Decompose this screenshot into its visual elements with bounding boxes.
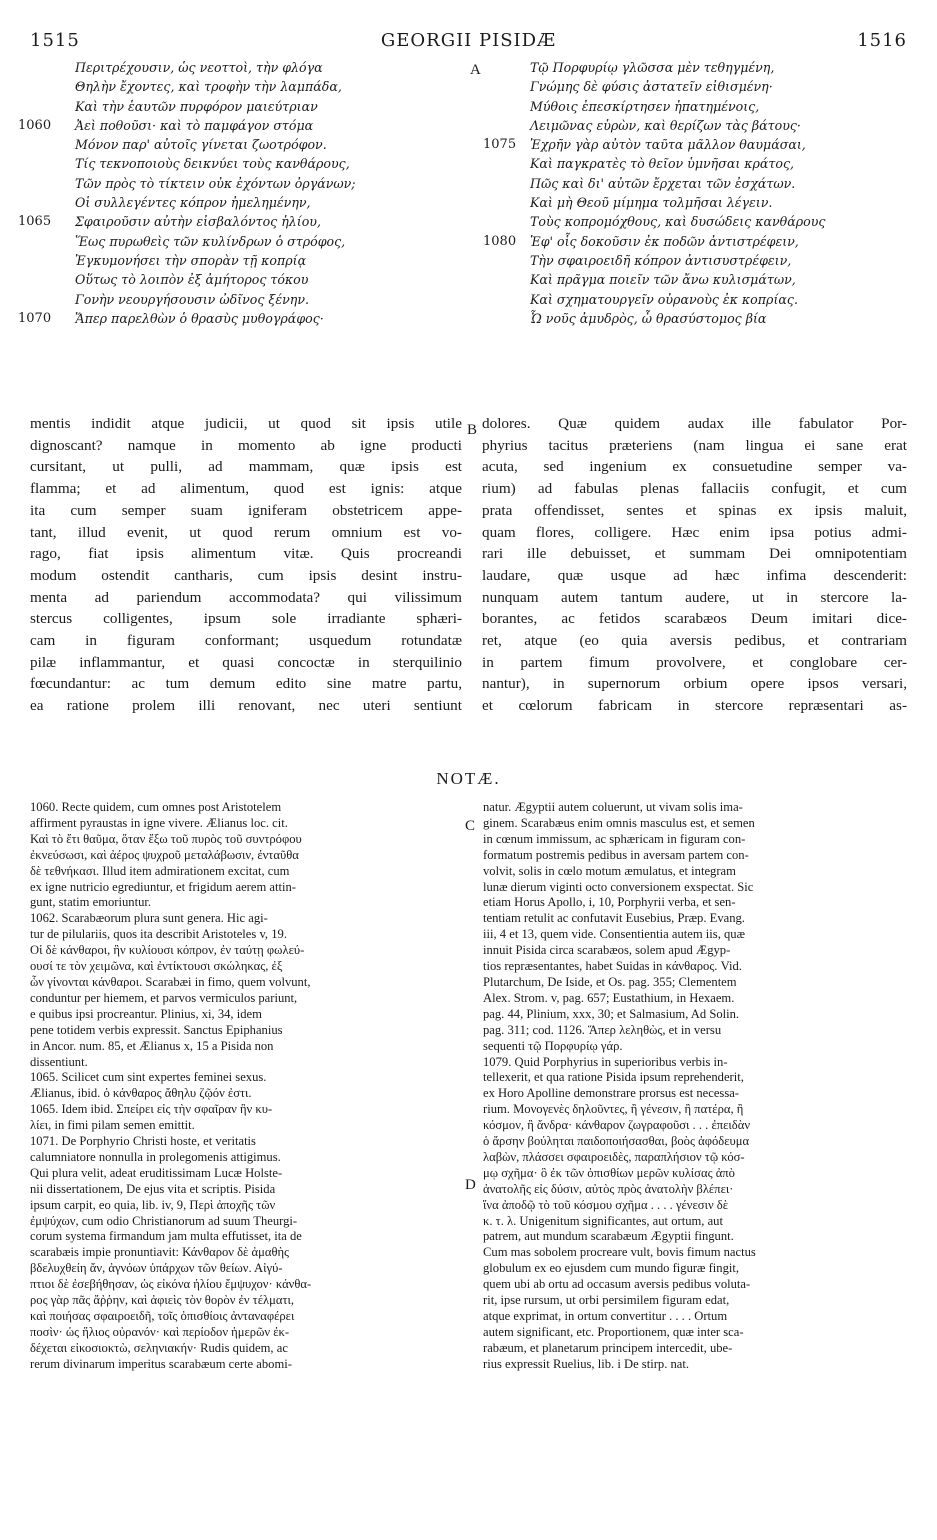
note-line: 1065. Idem ibid. Σπείρει εἰς τὴν σφαῖραν ἣν κυ- bbox=[30, 1102, 273, 1117]
verse-line bbox=[75, 232, 455, 251]
latin-line: et cœlorum fabricam in stercore repræsentari as- bbox=[482, 697, 907, 715]
verse-text: Οἱ συλλεγέντες κόπρον ἠμελημένην, bbox=[75, 195, 311, 211]
note-line: in Ancor. num. 85, et Ælianus x, 15 a Pisida non bbox=[30, 1038, 274, 1053]
note-line: ρος γὰρ πᾶς ἄῤῥην, καὶ ἀφιεὶς τὸν θορὸν ἐν τέλματι, bbox=[30, 1293, 295, 1308]
note-line: e quibus ipsi procreantur. Plinius, xi, 34, idem bbox=[30, 1006, 262, 1021]
notes-left-column bbox=[30, 800, 460, 1373]
verse-text: Γνώμης δὲ φύσις ἀστατεῖν εἰθισμένη· bbox=[530, 79, 773, 95]
verse-number: 1075 bbox=[483, 137, 517, 153]
verse-text: Καὶ παγκρατὲς τὸ θεῖον ὑμνῆσαι κράτος, bbox=[530, 156, 795, 172]
note-line: Alex. Strom. v, pag. 657; Eustathium, in Hexaem. bbox=[483, 990, 735, 1005]
note-line: ουσί τε τὸν χειμῶνα, καὶ ἐντίκτουσι σκώληκας, ἐξ bbox=[30, 959, 283, 974]
latin-line: nunquam autem tantum audere, ut in stercore la- bbox=[482, 588, 907, 606]
verse-text: Πῶς καὶ δι' αὐτῶν ἔρχεται τῶν ἐσχάτων. bbox=[530, 175, 796, 191]
verse-line bbox=[75, 290, 455, 309]
verse-text: Οὕτως τὸ λοιπὸν ἐξ ἀμήτορος τόκου bbox=[75, 272, 309, 288]
note-line: dissentiunt. bbox=[30, 1054, 88, 1069]
note-line: ἵνα ἀποδῷ τὸ τοῦ κόσμου σχῆμα . . . . γένεσιν δὲ bbox=[483, 1197, 729, 1212]
verse-text: Μύθοις ἐπεσκίρτησεν ἠπατημένοις, bbox=[530, 98, 760, 114]
note-line: pene totidem verbis expressit. Sanctus Epiphanius bbox=[30, 1022, 283, 1037]
note-line: pag. 311; cod. 1126. Ἅπερ λεληθὼς, et in versu bbox=[483, 1022, 722, 1037]
note-line: tios repræsentantes, habet Suidas in κάνθαρος. Vid. bbox=[483, 959, 742, 974]
note-line: rerum divinarum imperitus scarabæum certe abomi- bbox=[30, 1356, 292, 1371]
note-line: patrem, aut mundum scarabæum Ægyptii fingunt. bbox=[483, 1229, 734, 1244]
latin-line: cursitant, ut pulli, ad mammam, quæ ipsis est bbox=[30, 458, 462, 476]
margin-marker-a: A bbox=[470, 62, 481, 78]
verse-text: Λειμῶνας εὑρὼν, καὶ θερίζων τὰς βάτους· bbox=[530, 117, 801, 133]
note-line: sequenti τῷ Πορφυρίῳ γάρ. bbox=[483, 1038, 623, 1053]
notes-right-column bbox=[483, 800, 908, 1373]
verse-line bbox=[530, 193, 920, 212]
latin-line: rari ille debuisset, et summam Dei omnipotentiam bbox=[482, 545, 907, 563]
note-line: 1071. De Porphyrio Christi hoste, et veritatis bbox=[30, 1134, 256, 1149]
latin-line: flamma; et ad alimentum, quod est ignis: atque bbox=[30, 480, 462, 498]
verse-line bbox=[75, 251, 455, 270]
note-line: rit, ipse rursum, ut orbi persimilem figuram edat, bbox=[483, 1293, 730, 1308]
note-line: globulum ex eo ejusdem cum mundo figuræ fingit, bbox=[483, 1261, 740, 1276]
note-line: Οἱ δὲ κάνθαροι, ἣν κυλίουσι κόπρον, ἐν ταύτῃ φωλεύ- bbox=[30, 943, 305, 958]
verse-text: Ὦ νοῦς ἀμυδρὸς, ὦ θρασύστομος βία bbox=[530, 310, 767, 326]
verse-text: Τῷ Πορφυρίῳ γλῶσσα μὲν τεθηγμένη, bbox=[530, 60, 775, 75]
note-line: lunæ dierum viginti octo conversionem exspectat. Sic bbox=[483, 879, 754, 894]
verse-line bbox=[530, 116, 920, 135]
note-line: scarabæis impie pronuntiavit: Κάνθαρον δὲ ἀμαθὴς bbox=[30, 1245, 290, 1260]
latin-line: in partem fimum provolvere, et conglobare cer- bbox=[482, 653, 907, 671]
margin-marker-d: D bbox=[465, 1177, 476, 1193]
verse-number: 1060 bbox=[18, 117, 52, 133]
verse-text: Μόνον παρ' αὐτοῖς γίνεται ζωοτρόφον. bbox=[75, 137, 327, 153]
note-line: corum systema firmandum jam multa effutisset, ita de bbox=[30, 1229, 302, 1244]
latin-translation-right bbox=[482, 413, 907, 717]
note-line: 1065. Scilicet cum sint expertes feminei sexus. bbox=[30, 1070, 267, 1085]
page-number-left: 1515 bbox=[30, 30, 80, 51]
page-number-right: 1516 bbox=[857, 30, 907, 51]
note-line: ex igne nutricio egrediuntur, et frigidum aerem attin- bbox=[30, 879, 296, 894]
verse-line bbox=[530, 174, 920, 193]
note-line: formatum postremis pedibus in aversam partem con- bbox=[483, 847, 749, 862]
verse-text: Τίς τεκνοποιοὺς δεικνύει τοὺς κανθάρους, bbox=[75, 156, 350, 172]
note-line: ὁ ἄρσην βούληται παιδοποιήσασθαι, βοὸς ἀφόδευμα bbox=[483, 1134, 750, 1149]
verse-line bbox=[75, 58, 455, 77]
note-line: tentiam retulit ac confutavit Eusebius, Præp. Evang. bbox=[483, 911, 745, 926]
latin-line: dignoscant? namque in momento ab igne producti bbox=[30, 436, 462, 454]
latin-line: ret, atque (eo quia aversis pedibus, et contrariam bbox=[482, 632, 907, 650]
latin-line: nantur), in supernorum orbium opere ipsos versari, bbox=[482, 675, 907, 693]
verse-line bbox=[530, 58, 920, 77]
note-line: Qui plura velit, adeat eruditissimam Lucæ Holste- bbox=[30, 1165, 283, 1180]
note-line: conduntur per hiemem, et parvos vermiculos pariunt, bbox=[30, 990, 298, 1005]
note-line: δὲ τεθνήκασι. Illud item admirationem excitat, cum bbox=[30, 863, 290, 878]
note-line: 1062. Scarabæorum plura sunt genera. Hic agi- bbox=[30, 911, 268, 926]
latin-line: dolores. Quæ quidem audax ille fabulator Por- bbox=[482, 415, 907, 432]
note-line: tur de pilulariis, quos ita describit Aristoteles v, 19. bbox=[30, 927, 287, 942]
note-line: ἀνατολῆς εἰς δύσιν, αὐτὸς πρὸς ἀνατολὴν βλέπει· bbox=[483, 1181, 734, 1196]
latin-line: ea ratione prolem illi renovant, nec uteri sentiunt bbox=[30, 697, 462, 715]
latin-line: rium) ad fabulas plenas fallaciis confugit, et cum bbox=[482, 480, 907, 498]
verse-text: Γονὴν νεουργήσουσιν ὠδῖνος ξένην. bbox=[75, 291, 309, 307]
latin-line: stercus colligentes, ipsum sole irradiante sphæri- bbox=[30, 610, 462, 628]
note-line: innuit Pisida circa scarabæos, solem apud Ægyp- bbox=[483, 943, 731, 958]
verse-line bbox=[530, 251, 920, 270]
note-line: καὶ ποιήσας σφαιροειδῆ, τοῖς ὀπισθίοις ἀνταναφέρει bbox=[30, 1309, 295, 1323]
latin-line: laudare, quæ usque ad hæc infima descenderit: bbox=[482, 566, 907, 584]
note-line: ginem. Scarabæus enim omnis masculus est, et semen bbox=[483, 815, 755, 830]
latin-translation-left bbox=[30, 413, 462, 717]
verse-line bbox=[530, 97, 920, 116]
verse-line bbox=[530, 309, 920, 328]
note-line: etiam Horus Apollo, i, 10, Porphyrii verba, et sen- bbox=[483, 895, 736, 910]
verse-line bbox=[75, 154, 455, 173]
verse-line bbox=[75, 270, 455, 289]
latin-line: tant, illud evenit, ut quod rerum omnium est vo- bbox=[30, 523, 462, 541]
verse-line bbox=[483, 232, 920, 251]
note-line: tellexerit, et qua ratione Pisida ipsum reprehenderit, bbox=[483, 1070, 744, 1085]
latin-line: fœcundantur: ac tum demum edito sine matre partu, bbox=[30, 675, 462, 693]
note-line: pag. 44, Plinium, xxx, 30; et Salmasium, Ad Solin. bbox=[483, 1006, 740, 1021]
verse-line bbox=[530, 290, 920, 309]
greek-verse-right-column bbox=[483, 58, 920, 328]
note-line: rabæum, et planetarum principem intercedit, ube- bbox=[483, 1340, 733, 1355]
note-line: κ. τ. λ. Unigenitum significantes, aut ortum, aut bbox=[483, 1213, 723, 1228]
note-line: rium. Μονογενὲς δηλοῦντες, ἢ γένεσιν, ἢ πατέρα, ἢ bbox=[483, 1102, 744, 1117]
note-line: 1079. Quid Porphyrius in superioribus verbis in- bbox=[483, 1054, 728, 1069]
note-line: ὧν γίνονται κάνθαροι. Scarabæi in fimo, quem volvunt, bbox=[30, 974, 311, 989]
note-line: πτιοι δὲ ἐσεβήθησαν, ὡς εἰκόνα ἡλίου ἔμψυχον· κάνθα- bbox=[30, 1277, 312, 1292]
greek-verse-left-column bbox=[18, 58, 455, 328]
verse-text: Τῶν πρὸς τὸ τίκτειν οὐκ ἐχόντων ὀργάνων; bbox=[75, 175, 356, 191]
note-line: δέχεται εἰκοσιοκτὼ, σεληνιακήν· Rudis quidem, ac bbox=[30, 1340, 288, 1355]
note-line: Cum mas sobolem procreare vult, bovis fimum nactus bbox=[483, 1245, 756, 1260]
note-line: in cœnum immissum, ac sphæricam in figuram con- bbox=[483, 831, 746, 846]
latin-line: modum ostendit cantharis, cum ipsis desint instru- bbox=[30, 566, 462, 584]
note-line: ipsum carpit, eo quia, lib. iv, 9, Περὶ ἀποχῆς τῶν bbox=[30, 1197, 276, 1212]
note-line: βδελυχθείη ἄν, ἀγνόων ὑπάρχων τῶν θείων. Αἰγύ- bbox=[30, 1261, 283, 1276]
note-line: nii dissertationem, De ejus vita et scriptis. Pisida bbox=[30, 1181, 276, 1196]
note-line: κόσμον, ἢ ἄνδρα· κάνθαρον ζωγραφοῦσι . . . ἐπειδὰν bbox=[483, 1118, 751, 1133]
verse-line bbox=[75, 174, 455, 193]
note-line: Ælianus, ibid. ὁ κάνθαρος ἄθηλυ ζῷόν ἐστι. bbox=[30, 1086, 252, 1101]
verse-line bbox=[530, 270, 920, 289]
margin-marker-c: C bbox=[465, 818, 476, 834]
note-line: 1060. Recte quidem, cum omnes post Aristotelem bbox=[30, 800, 282, 814]
verse-line bbox=[18, 116, 455, 135]
note-line: ex Horo Apolline demonstrare prorsus est necessa- bbox=[483, 1086, 740, 1101]
note-line: μῳ σχῆμα· ὃ ἐκ τῶν ὀπισθίων μερῶν κυλίσας ἀπὸ bbox=[483, 1165, 735, 1180]
note-line: iii, 4 et 13, quem vide. Consentientia autem iis, quæ bbox=[483, 927, 745, 942]
verse-line bbox=[75, 77, 455, 96]
note-line: atque exprimat, in ortum convertitur . . . . Ortum bbox=[483, 1309, 728, 1323]
verse-text: Καὶ τὴν ἑαυτῶν πυρφόρον μαιεύτριαν bbox=[75, 98, 318, 114]
latin-line: quam flores, colligere. Hæc enim ipsa potius admi- bbox=[482, 523, 907, 541]
verse-line bbox=[75, 135, 455, 154]
note-line: rius expressit Ruelius, lib. i De stirp. nat. bbox=[483, 1356, 690, 1371]
latin-line: mentis indidit atque judicii, ut quod sit ipsis utile bbox=[30, 415, 462, 432]
verse-text: Σφαιροῦσιν αὐτὴν εἰσβαλόντος ἡλίου, bbox=[75, 214, 321, 230]
verse-text: Καὶ μὴ Θεοῦ μίμημα τολμῆσαι λέγειν. bbox=[530, 195, 773, 211]
verse-text: Ἀεὶ ποθοῦσι· καὶ τὸ παμφάγον στόμα bbox=[75, 117, 314, 133]
verse-text: Καὶ σχηματουργεῖν οὐρανοὺς ἐκ κοπρίας. bbox=[530, 291, 798, 307]
verse-number: 1070 bbox=[18, 310, 52, 326]
note-line: Καὶ τὸ ἔτι θαῦμα, ὅταν ἔξω τοῦ πυρὸς τοῦ συντρόφου bbox=[30, 831, 302, 846]
latin-line: pilæ inflammantur, et quasi concoctæ in sterquilinio bbox=[30, 653, 462, 671]
note-line: gunt, statim emoriuntur. bbox=[30, 895, 152, 910]
verse-line bbox=[530, 77, 920, 96]
note-line: ἐκνεύσωσι, καὶ ἀέρος ψυχροῦ μεταλάβωσιν, ἐνταῦθα bbox=[30, 847, 299, 862]
note-line: volvit, solis in cœlo motum æmulatus, et integram bbox=[483, 863, 736, 878]
verse-line bbox=[530, 154, 920, 173]
verse-line bbox=[18, 309, 455, 328]
verse-number: 1065 bbox=[18, 214, 52, 230]
latin-line: menta ad pariendum accommodata? qui vilissimum bbox=[30, 588, 462, 606]
verse-line bbox=[483, 135, 920, 154]
latin-line: ita cum semper suam igniferam obstetricem appe- bbox=[30, 501, 462, 519]
notes-heading: NOTÆ. bbox=[436, 769, 501, 788]
note-line: affirment pyraustas in igne vivere. Ælianus loc. cit. bbox=[30, 815, 288, 830]
running-title: GEORGII PISIDÆ bbox=[380, 30, 557, 51]
note-line: ποσὶν· ὡς ἥλιος οὐρανόν· καὶ περίοδον ἡμερῶν ἐκ- bbox=[30, 1324, 290, 1339]
note-line: λίει, in fimi pilam semen emittit. bbox=[30, 1118, 195, 1133]
margin-marker-b: B bbox=[467, 422, 478, 438]
verse-text: Τοὺς κοπρομόχθους, καὶ δυσώδεις κανθάρους bbox=[530, 214, 826, 230]
verse-line bbox=[18, 212, 455, 231]
verse-text: Ἐγκυμονήσει τὴν σπορὰν τῇ κοπρίᾳ bbox=[75, 252, 307, 268]
latin-line: rago, fiat ipsis alimentum vitæ. Quis procreandi bbox=[30, 545, 462, 563]
verse-text: Καὶ πρᾶγμα ποιεῖν τῶν ἄνω κυλισμάτων, bbox=[530, 272, 796, 288]
note-line: quem ubi ab ortu ad occasum aversis pedibus voluta- bbox=[483, 1277, 751, 1292]
latin-line: cam in figuram conformant; usquedum rotundatæ bbox=[30, 632, 462, 650]
verse-text: Ἐχρῆν γὰρ αὐτὸν ταῦτα μᾶλλον θαυμάσαι, bbox=[530, 137, 806, 153]
verse-text: Περιτρέχουσιν, ὡς νεοττοὶ, τὴν φλόγα bbox=[75, 60, 323, 75]
verse-line bbox=[530, 212, 920, 231]
verse-line bbox=[75, 193, 455, 212]
verse-text: Ἐφ' οἷς δοκοῦσιν ἐκ ποδῶν ἀντιστρέφειν, bbox=[530, 233, 799, 249]
latin-line: phyrius tacitus præteriens (nam lingua ei sane erat bbox=[482, 436, 907, 454]
latin-line: acuta, sed ingenium ex consuetudine semper va- bbox=[482, 458, 907, 476]
note-line: ἐμψύχων, cum odio Christianorum ad suum Theurgi- bbox=[30, 1213, 298, 1228]
note-line: autem significant, etc. Proportionem, quæ inter sca- bbox=[483, 1324, 744, 1339]
note-line: natur. Ægyptii autem coluerunt, ut vivam solis ima- bbox=[483, 800, 743, 814]
verse-text: Τὴν σφαιροειδῆ κόπρον ἀντισυστρέφειν, bbox=[530, 252, 792, 268]
latin-line: prata offendisset, sentes et spinas ex ipsis maluit, bbox=[482, 501, 907, 519]
latin-line: borantes, ac fetidos scarabæos Deum imitari dice- bbox=[482, 610, 907, 628]
verse-text: Ἅπερ παρελθὼν ὁ θρασὺς μυθογράφος· bbox=[75, 310, 324, 326]
note-line: Plutarchum, De Iside, et Os. pag. 355; Clementem bbox=[483, 974, 737, 989]
verse-text: Θηλὴν ἔχοντες, καὶ τροφὴν τὴν λαμπάδα, bbox=[75, 79, 342, 95]
note-line: calumniatore nonnulla in prolegomenis attigimus. bbox=[30, 1149, 281, 1164]
verse-number: 1080 bbox=[483, 233, 517, 249]
verse-text: Ἕως πυρωθεὶς τῶν κυλίνδρων ὁ στρόφος, bbox=[75, 233, 346, 249]
verse-line bbox=[75, 97, 455, 116]
note-line: λαβὼν, πλάσσει σφαιροειδὲς, παραπλήσιον τῷ κόσ- bbox=[483, 1149, 745, 1164]
